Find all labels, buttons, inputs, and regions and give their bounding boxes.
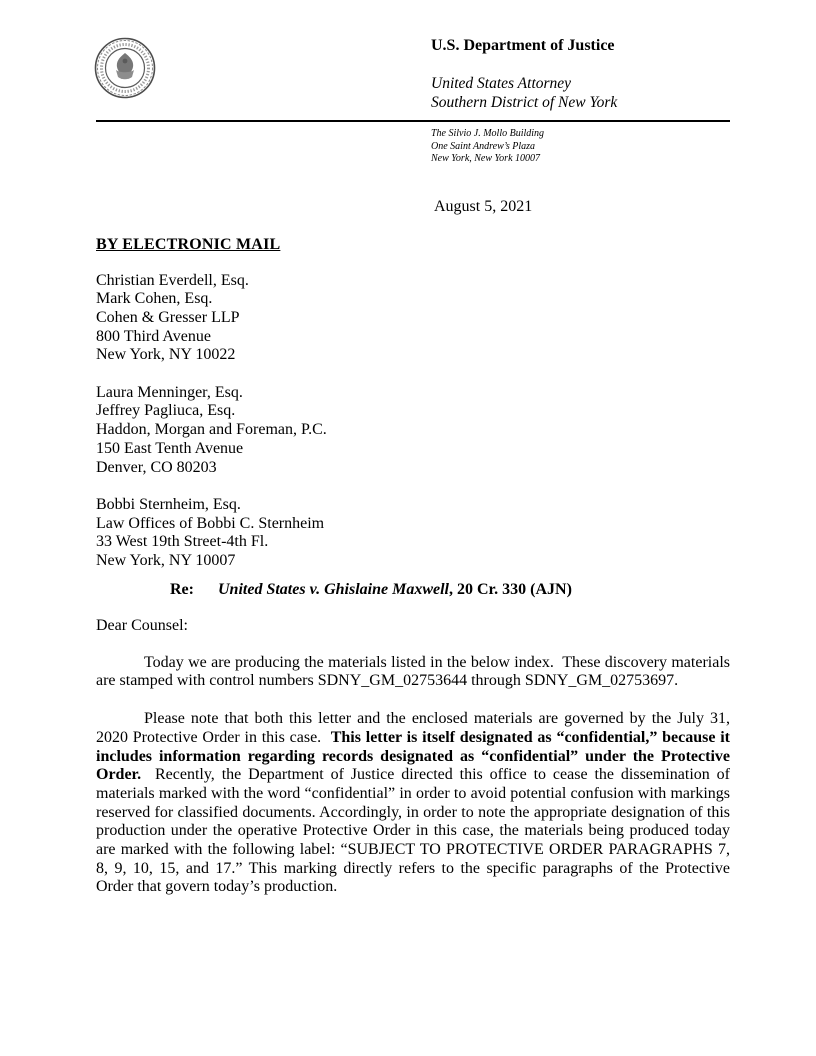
recipient-line: Cohen & Gresser LLP [96, 308, 240, 326]
agency-name: U.S. Department of Justice [431, 37, 615, 54]
recipient-line: Bobbi Sternheim, Esq. [96, 495, 241, 513]
letter-content [96, 0, 730, 897]
recipient-line: Denver, CO 80203 [96, 458, 217, 476]
letter-body [96, 654, 730, 897]
delivery-method: BY ELECTRONIC MAIL [96, 235, 281, 253]
letterhead-address [431, 128, 730, 166]
paragraph-text-bold: This letter is itself designated as “confidential,” because it includes information regarding records designated as “confidential” under the Protective Order. [96, 728, 730, 784]
recipient-line: Jeffrey Pagliuca, Esq. [96, 402, 236, 420]
letterhead [431, 0, 730, 112]
recipient-line: Laura Menninger, Esq. [96, 383, 243, 401]
letter-date: August 5, 2021 [434, 197, 533, 215]
recipient-line: Law Offices of Bobbi C. Sternheim [96, 514, 325, 532]
body-paragraph [96, 654, 730, 691]
recipient-line: New York, NY 10007 [96, 552, 236, 570]
recipient-blocks [96, 272, 730, 571]
body-paragraph [96, 710, 730, 897]
recipient-line: Mark Cohen, Esq. [96, 290, 213, 308]
recipient-line: New York, NY 10022 [96, 346, 236, 364]
recipient-block [96, 272, 730, 366]
recipient-line: 33 West 19th Street-4th Fl. [96, 533, 269, 551]
recipient-block [96, 496, 730, 571]
recipient-line: Haddon, Morgan and Foreman, P.C. [96, 421, 327, 439]
recipient-line: Christian Everdell, Esq. [96, 271, 249, 289]
salutation: Dear Counsel: [96, 616, 188, 634]
paragraph-text: Please note that both this letter and the enclosed materials are governed by the July 31, 2020 Protective Order in this case. [96, 710, 730, 746]
paragraph-text: Today we are producing the materials listed in the below index. These discovery materials are stamped with control numbers SDNY_GM_02753644 through SDNY_GM_02753697. [96, 653, 730, 690]
recipient-block [96, 384, 730, 478]
case-name: United States v. Ghislaine Maxwell [218, 580, 449, 598]
paragraph-text: Recently, the Department of Justice directed this office to cease the dissemination of materials marked with the word “confidential” in order to avoid potential confusion with markings reserved for classified documents. Accordingly, in order to note the appropriate designation of this production under the operative Protective Order in this case, the materials being produced today are marked with the following label: “SUBJECT TO PROTECTIVE ORDER PARAGRAPHS 7, 8, 9, 10, 15, and 17.” This marking directly refers to the specific paragraphs of the Protective Order that govern today’s production. [96, 766, 730, 896]
letterhead-divider [96, 120, 730, 122]
office-title: United States Attorney [431, 75, 572, 92]
recipient-line: 150 East Tenth Avenue [96, 439, 244, 457]
recipient-line: 800 Third Avenue [96, 327, 211, 345]
letterhead-address-line: The Silvio J. Mollo Building [431, 128, 545, 139]
re-line [96, 581, 730, 599]
letterhead-address-line: New York, New York 10007 [431, 153, 541, 164]
re-label: Re: [170, 580, 194, 598]
letterhead-address-line: One Saint Andrew’s Plaza [431, 140, 535, 152]
case-number: , 20 Cr. 330 (AJN) [448, 580, 572, 598]
office-district: Southern District of New York [431, 93, 618, 111]
